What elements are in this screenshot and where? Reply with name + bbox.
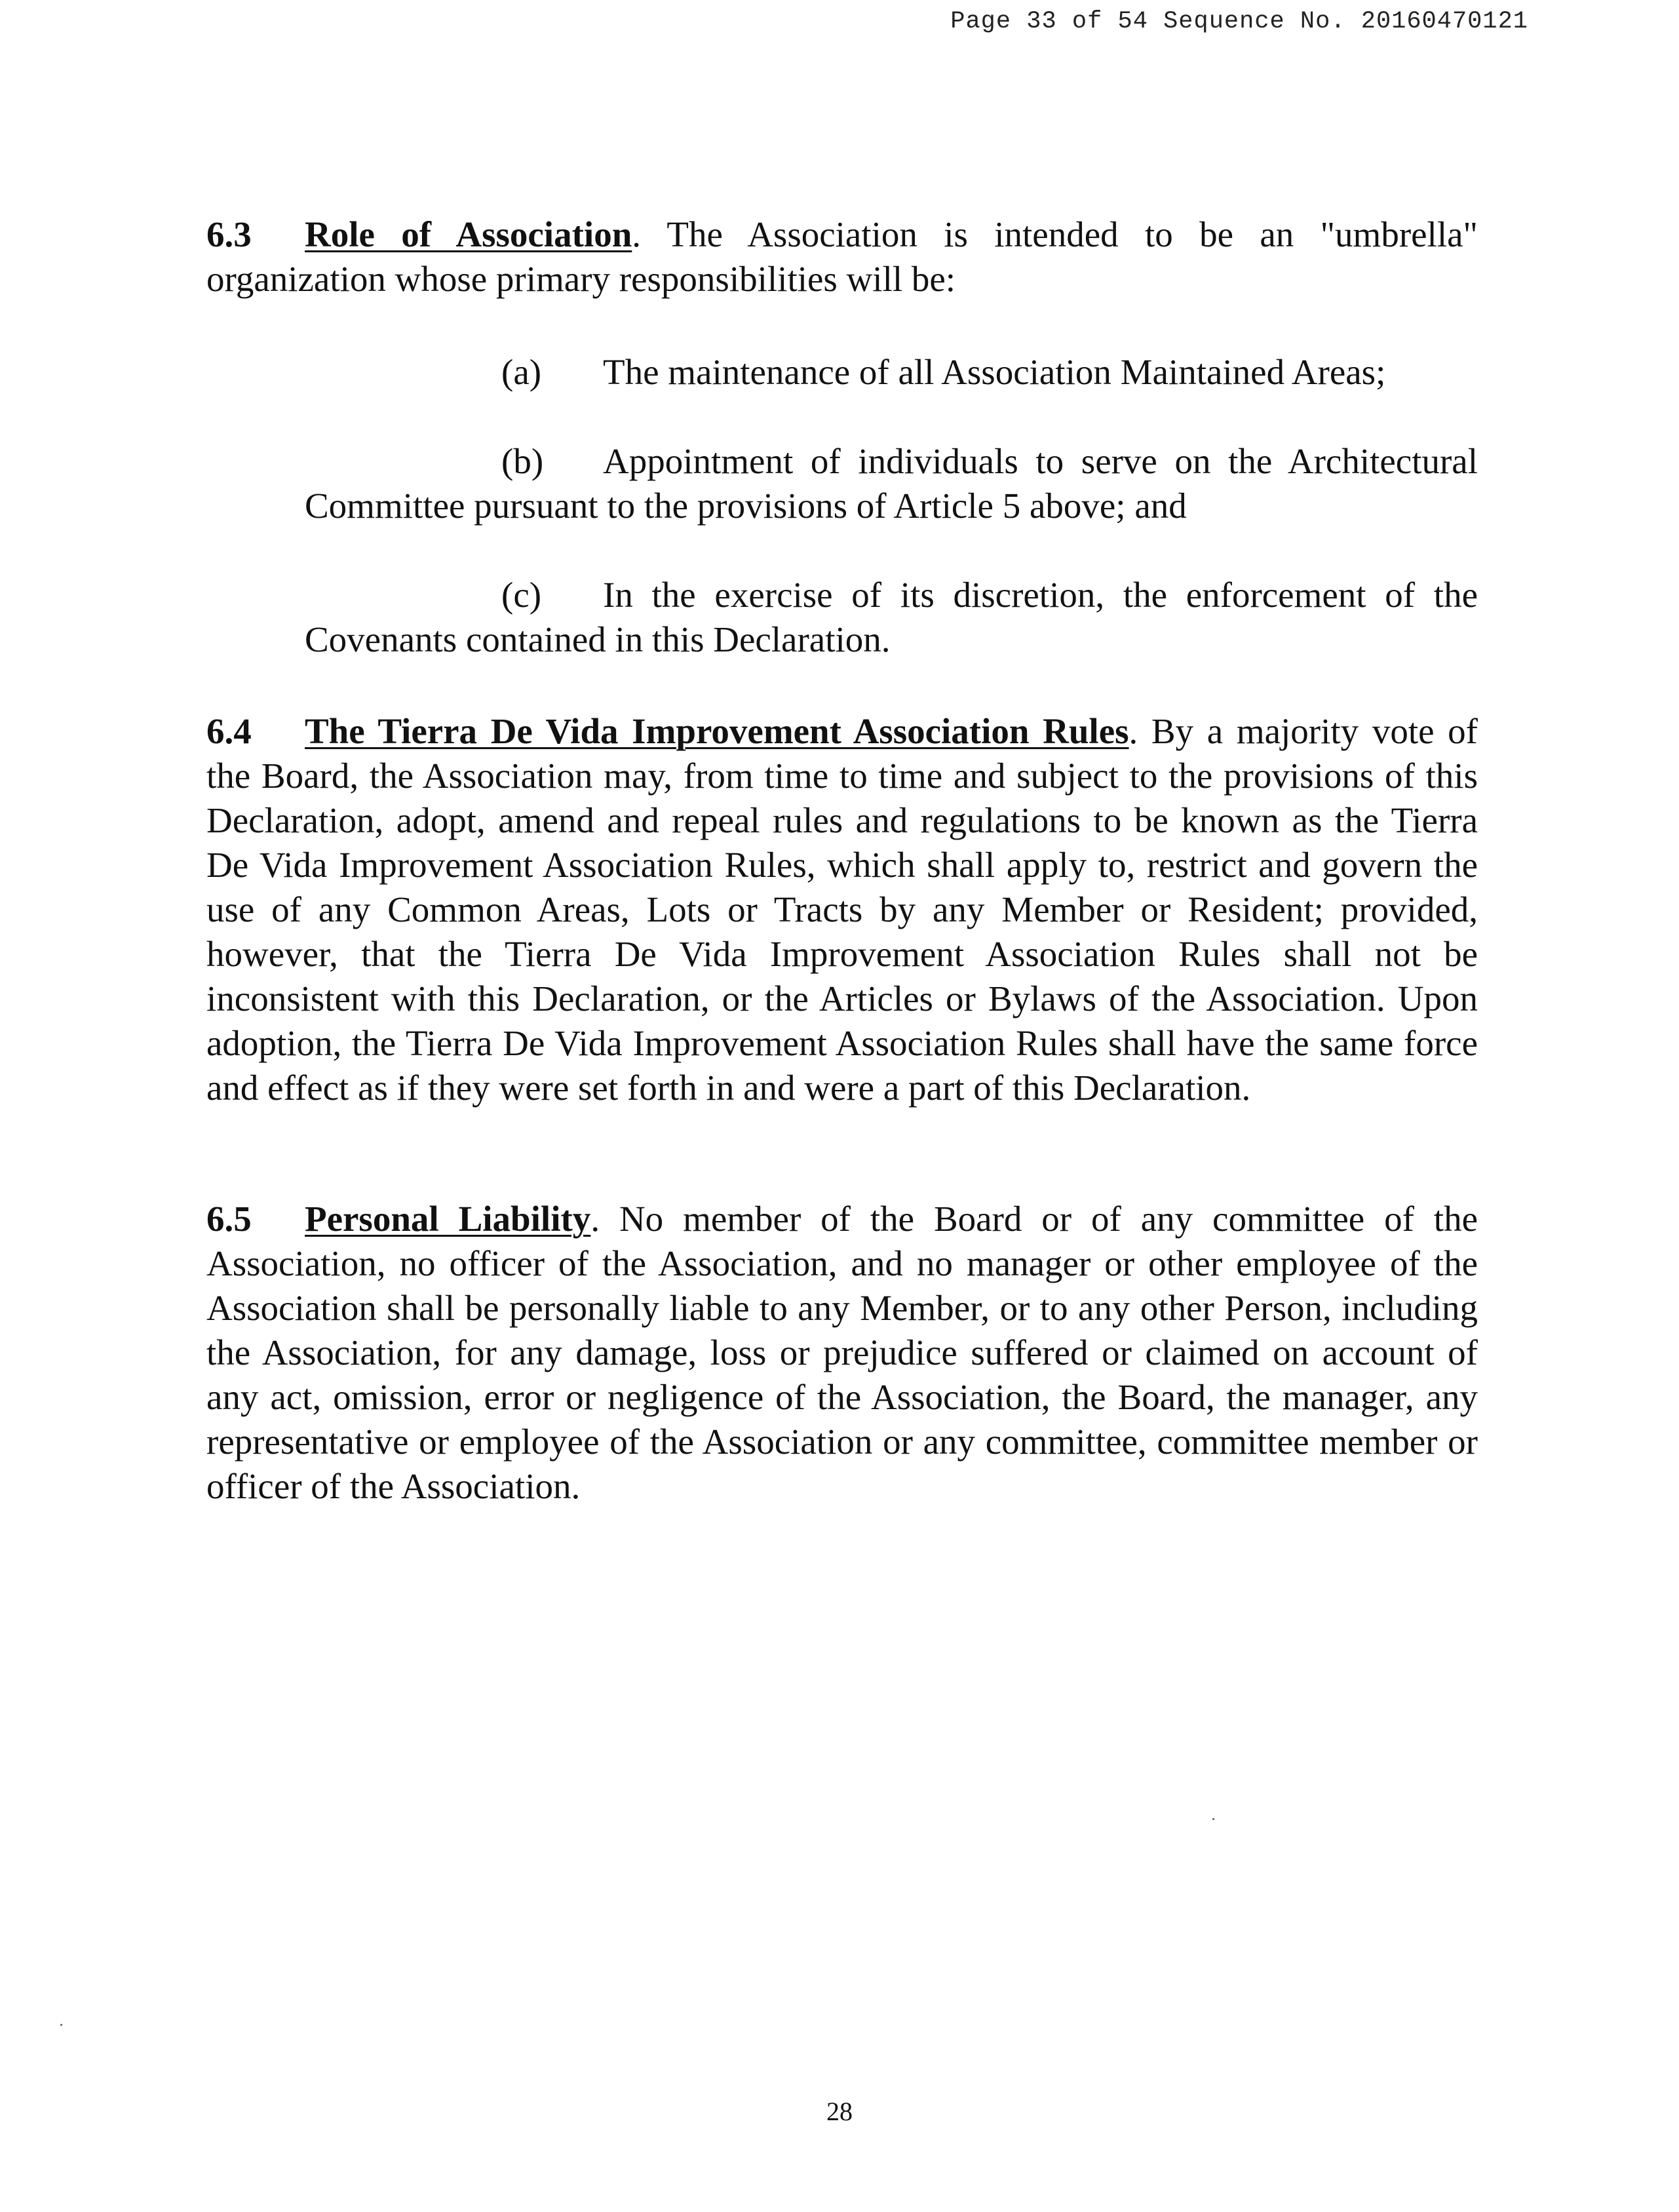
item-b-text: Appointment of individuals to serve on the Architectural Committee pursuant to the provisions of Article 5 above; and bbox=[305, 441, 1478, 526]
page-number: 28 bbox=[826, 2097, 853, 2126]
section-6-3-item-c bbox=[206, 573, 1478, 662]
item-a-label: (a) bbox=[501, 352, 542, 392]
section-6-3-number: 6.3 bbox=[206, 214, 252, 254]
section-6-3-paragraph bbox=[206, 212, 1478, 301]
section-6-3 bbox=[206, 212, 1478, 301]
section-6-5-title: Personal Liability bbox=[305, 1199, 591, 1239]
section-6-5 bbox=[206, 1197, 1478, 1509]
section-6-4-body: . By a majority vote of the Board, the Association may, from time to time and subject to the provisions of this Declaration, adopt, amend and repeal rules and regulations to be known as the Tierra De Vida Improvement Association Rules, which shall apply to, restrict and govern the use of any Common Areas, Lots or Tracts by any Member or Resident; provided, however, that the Tierra De Vida Improvement Association Rules shall not be inconsistent with this Declaration, or the Articles or Bylaws of the Association. Upon adoption, the Tierra De Vida Improvement Association Rules shall have the same force and effect as if they were set forth in and were a part of this Declaration. bbox=[206, 711, 1478, 1108]
section-6-4 bbox=[206, 709, 1478, 1110]
section-6-5-number: 6.5 bbox=[206, 1199, 252, 1239]
item-c-text: In the exercise of its discretion, the enforcement of the Covenants contained in this Declaration. bbox=[305, 575, 1478, 659]
section-6-3-body: . The Association is intended to be an "umbrella" organization whose primary responsibilities will be: bbox=[206, 214, 1478, 299]
section-6-4-paragraph bbox=[206, 709, 1478, 1110]
section-6-3-item-b bbox=[206, 439, 1478, 528]
item-c-paragraph bbox=[206, 573, 1478, 662]
section-6-5-paragraph bbox=[206, 1197, 1478, 1509]
section-6-3-item-a bbox=[206, 350, 1478, 395]
item-a-paragraph bbox=[206, 350, 1478, 395]
item-b-paragraph bbox=[206, 439, 1478, 528]
section-6-4-number: 6.4 bbox=[206, 711, 252, 751]
section-6-4-title: The Tierra De Vida Improvement Association Rules bbox=[305, 711, 1129, 751]
section-6-3-title: Role of Association bbox=[305, 214, 632, 254]
section-6-5-body: . No member of the Board or of any committee of the Association, no officer of the Association, and no manager or other employee of the Association shall be personally liable to any Member, or to any other Person, including the Association, for any damage, loss or prejudice suffered or claimed on account of any act, omission, error or negligence of the Association, the Board, the manager, any representative or employee of the Association or any committee, committee member or officer of the Association. bbox=[206, 1199, 1478, 1506]
item-c-label: (c) bbox=[501, 575, 542, 615]
page-header: Page 33 of 54 Sequence No. 20160470121 bbox=[950, 8, 1528, 35]
scan-speck bbox=[60, 2024, 62, 2026]
item-b-label: (b) bbox=[501, 441, 544, 481]
item-a-text: The maintenance of all Association Maintained Areas; bbox=[603, 352, 1386, 392]
scan-speck bbox=[1212, 1818, 1214, 1820]
